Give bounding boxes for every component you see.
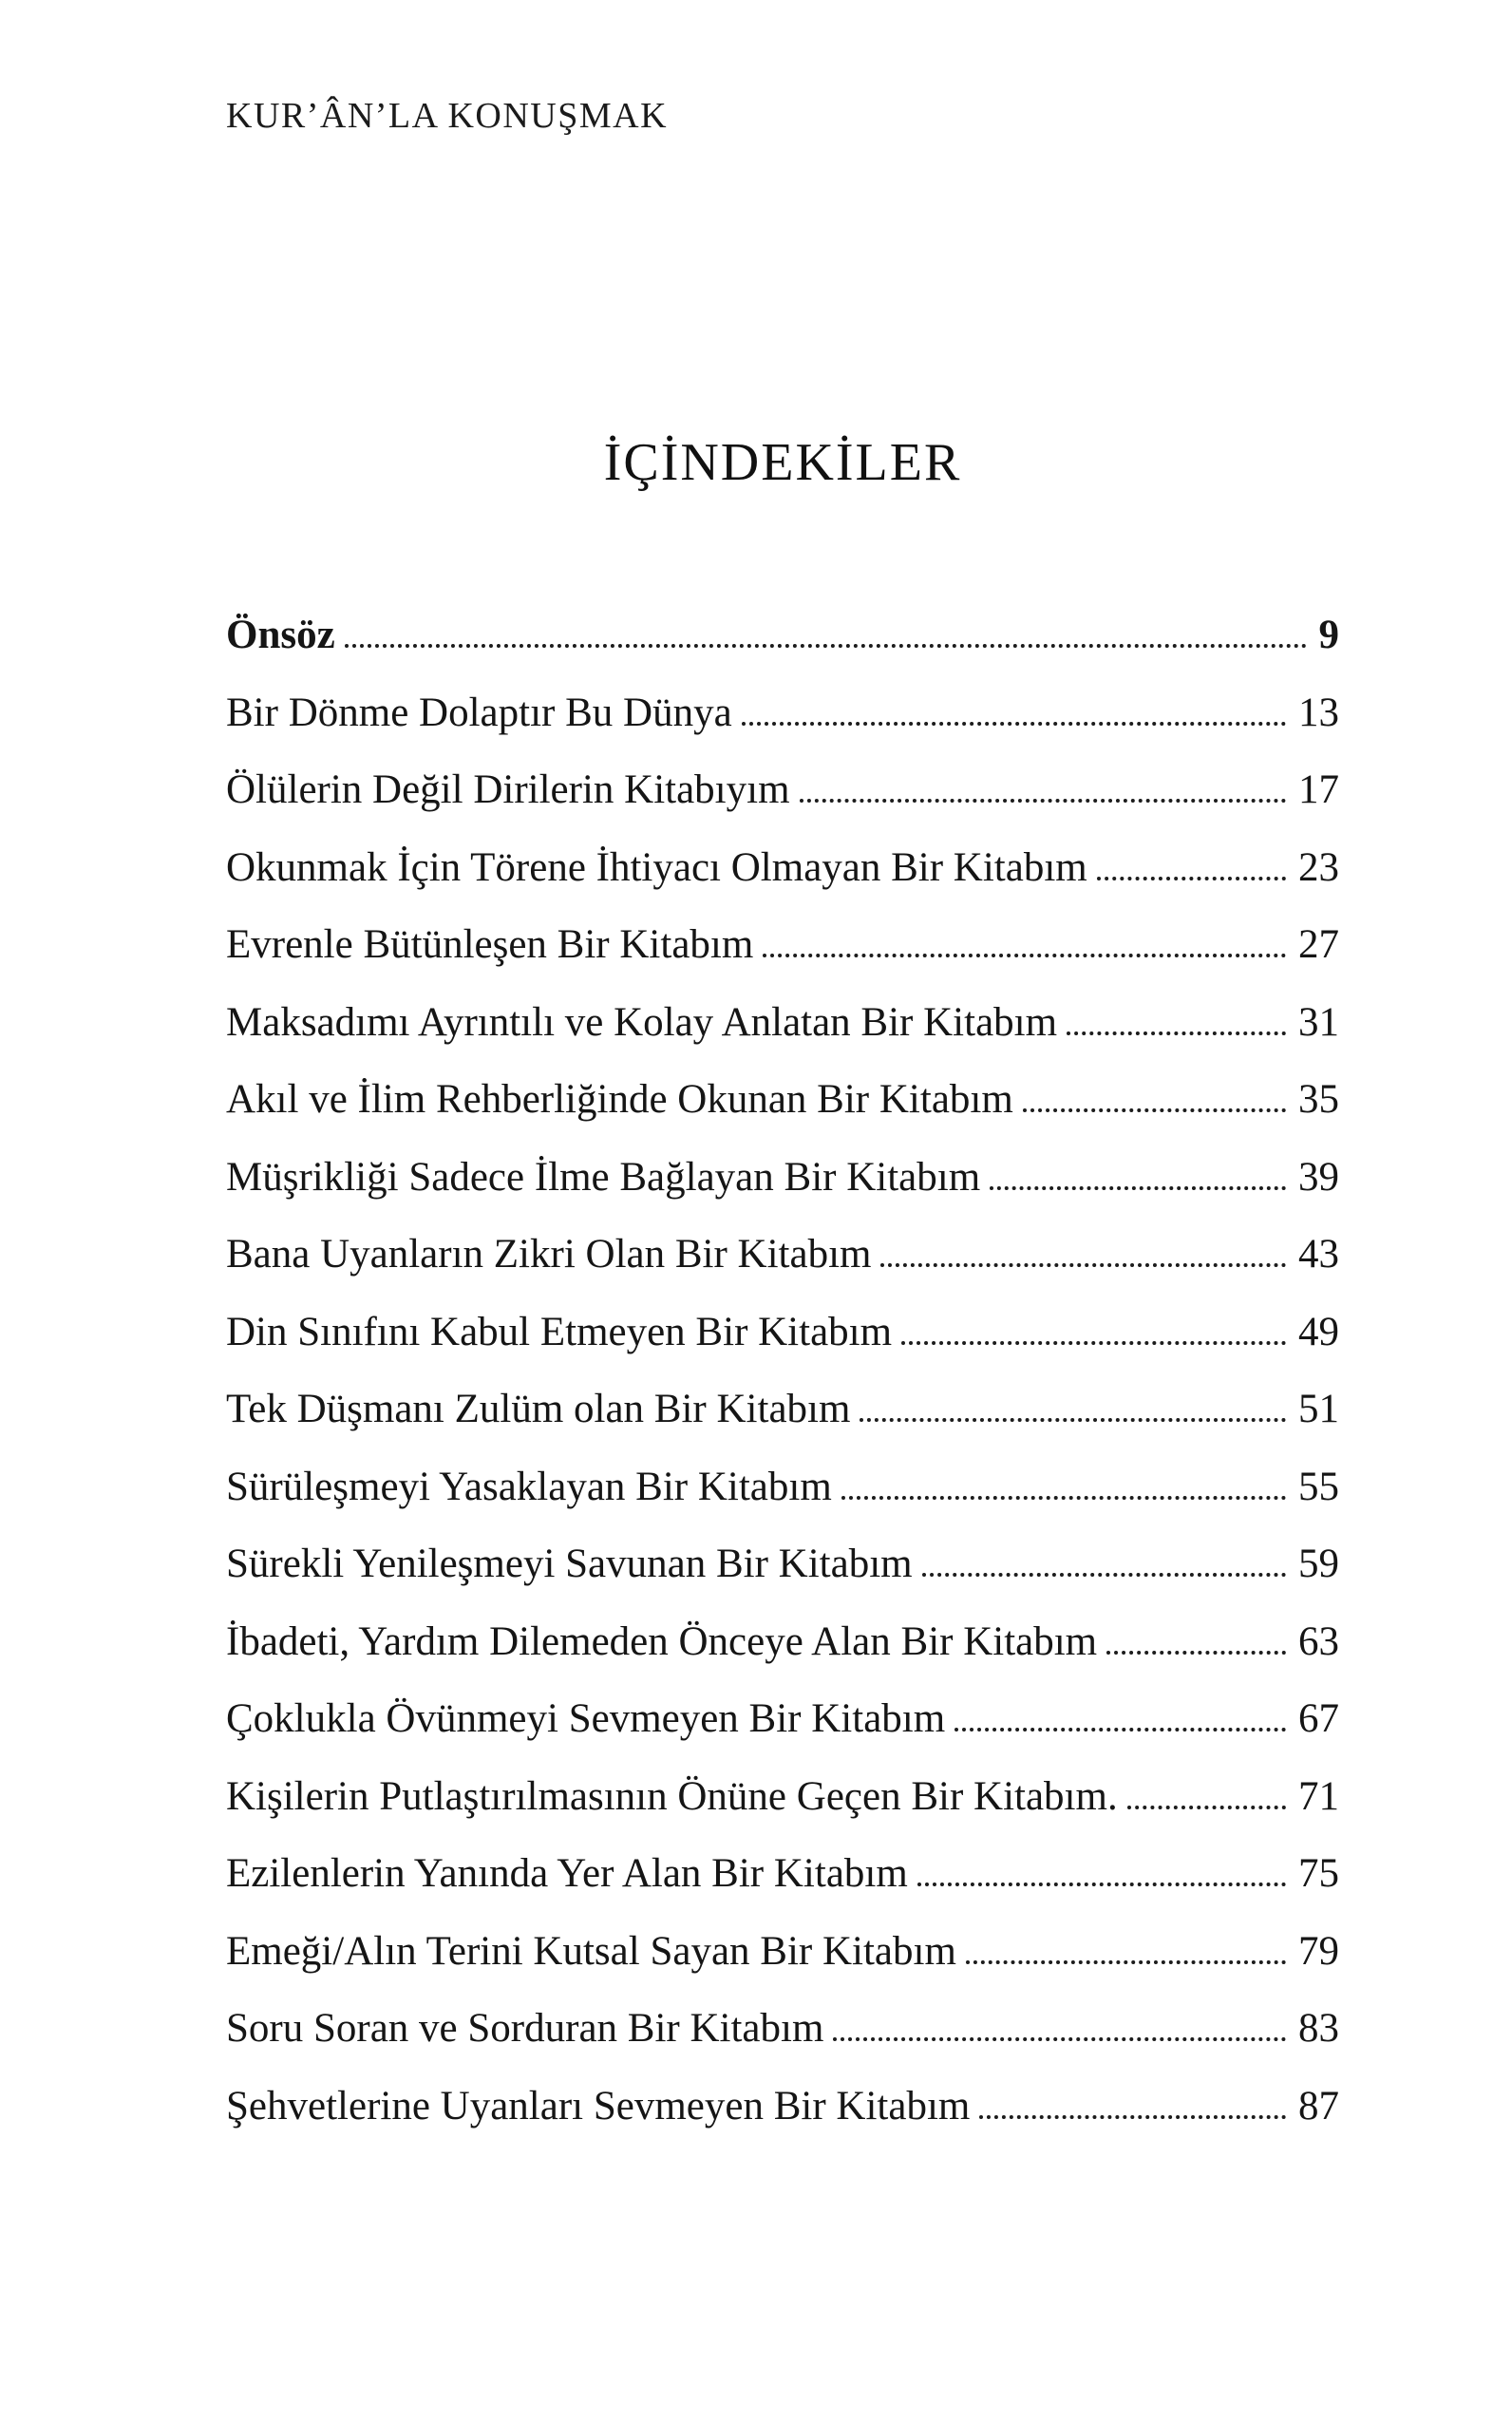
toc-entry-page-number: 35 — [1298, 1077, 1339, 1122]
dotted-leader — [990, 1186, 1286, 1190]
toc-entry-page-number: 13 — [1298, 690, 1339, 735]
toc-entry — [226, 1835, 1339, 1913]
toc-entry-title: Din Sınıfını Kabul Etmeyen Bir Kitabım — [226, 1309, 893, 1354]
toc-entry — [226, 2068, 1339, 2146]
dotted-leader — [966, 1960, 1286, 1964]
toc-entry-title: Akıl ve İlim Rehberliğinde Okunan Bir Kitabım — [226, 1077, 1013, 1122]
toc-entry-title: Bir Dönme Dolaptır Bu Dünya — [226, 690, 732, 735]
toc-entry — [226, 829, 1339, 907]
toc-entry — [226, 674, 1339, 752]
toc-entry-page-number: 63 — [1298, 1618, 1339, 1664]
toc-entry-title: Müşrikliği Sadece İlme Bağlayan Bir Kitabım — [226, 1154, 981, 1200]
dotted-leader — [917, 1883, 1286, 1886]
dotted-leader — [833, 2037, 1286, 2041]
toc-entry-title: Soru Soran ve Sorduran Bir Kitabım — [226, 2006, 824, 2051]
table-of-contents — [226, 596, 1339, 2145]
toc-entry-title: Ölülerin Değil Dirilerin Kitabıyım — [226, 767, 790, 812]
toc-entry-page-number: 23 — [1298, 844, 1339, 890]
toc-entry-page-number: 59 — [1298, 1542, 1339, 1586]
dotted-leader — [742, 722, 1286, 726]
toc-entry-title: Evrenle Bütünleşen Bir Kitabım — [226, 922, 754, 967]
toc-entry-title: Bana Uyanların Zikri Olan Bir Kitabım — [226, 1232, 872, 1277]
toc-entry — [226, 751, 1339, 829]
toc-entry-page-number: 31 — [1298, 999, 1339, 1045]
toc-entry-title: Sürüleşmeyi Yasaklayan Bir Kitabım — [226, 1464, 832, 1509]
toc-entry-page-number: 51 — [1298, 1387, 1339, 1431]
toc-entry-page-number: 9 — [1318, 613, 1339, 657]
toc-entry-page-number: 79 — [1298, 1928, 1339, 1974]
toc-entry — [226, 596, 1339, 674]
running-header-book-title: KUR’ÂN’LA KONUŞMAK — [226, 96, 669, 136]
dotted-leader — [954, 1728, 1286, 1731]
toc-entry — [226, 1913, 1339, 1991]
dotted-leader — [901, 1341, 1286, 1345]
toc-entry-page-number: 87 — [1298, 2083, 1339, 2129]
dotted-leader — [979, 2115, 1286, 2119]
toc-entry — [226, 984, 1339, 1062]
toc-entry — [226, 1758, 1339, 1836]
toc-entry-page-number: 49 — [1298, 1309, 1339, 1354]
toc-entry-page-number: 39 — [1298, 1154, 1339, 1200]
toc-entry — [226, 1525, 1339, 1603]
dotted-leader — [922, 1573, 1286, 1577]
dotted-leader — [1067, 1031, 1286, 1035]
toc-entry-title: İbadeti, Yardım Dilemeden Önceye Alan Bir Kitabım — [226, 1618, 1098, 1664]
toc-entry-page-number: 55 — [1298, 1464, 1339, 1509]
dotted-leader — [1127, 1806, 1286, 1809]
toc-entry — [226, 906, 1339, 984]
toc-entry-title: Sürekli Yenileşmeyi Savunan Bir Kitabım — [226, 1542, 913, 1586]
toc-entry-title: Çoklukla Övünmeyi Sevmeyen Bir Kitabım — [226, 1696, 946, 1741]
toc-entry-page-number: 43 — [1298, 1232, 1339, 1277]
toc-entry-page-number: 71 — [1298, 1773, 1339, 1819]
toc-entry — [226, 1990, 1339, 2068]
toc-entry — [226, 1061, 1339, 1139]
toc-entry-title: Kişilerin Putlaştırılmasının Önüne Geçen Bir Kitabım. — [226, 1773, 1118, 1819]
dotted-leader — [763, 954, 1286, 957]
toc-entry-title: Ezilenlerin Yanında Yer Alan Bir Kitabım — [226, 1851, 908, 1896]
toc-entry-page-number: 83 — [1298, 2006, 1339, 2051]
toc-entry — [226, 1603, 1339, 1681]
toc-entry — [226, 1139, 1339, 1217]
dotted-leader — [860, 1418, 1286, 1422]
toc-entry-title: Şehvetlerine Uyanları Sevmeyen Bir Kitabım — [226, 2083, 971, 2129]
toc-entry-title: Okunmak İçin Törene İhtiyacı Olmayan Bir Kitabım — [226, 844, 1087, 890]
toc-entry-title: Önsöz — [226, 613, 335, 657]
toc-entry — [226, 1448, 1339, 1526]
dotted-leader — [1106, 1651, 1286, 1655]
dotted-leader — [841, 1496, 1286, 1500]
dotted-leader — [1097, 877, 1286, 880]
toc-entry-page-number: 75 — [1298, 1851, 1339, 1896]
toc-entry-page-number: 27 — [1298, 922, 1339, 967]
toc-entry-page-number: 17 — [1298, 767, 1339, 812]
toc-entry — [226, 1294, 1339, 1372]
toc-entry-page-number: 67 — [1298, 1696, 1339, 1741]
dotted-leader — [1023, 1108, 1286, 1112]
toc-entry-title: Maksadımı Ayrıntılı ve Kolay Anlatan Bir Kitabım — [226, 999, 1058, 1045]
dotted-leader — [345, 644, 1307, 648]
dotted-leader — [800, 799, 1286, 803]
toc-entry-title: Emeği/Alın Terini Kutsal Sayan Bir Kitabım — [226, 1928, 956, 1974]
toc-entry — [226, 1680, 1339, 1758]
dotted-leader — [880, 1263, 1286, 1267]
toc-entry — [226, 1216, 1339, 1294]
toc-title: İÇİNDEKİLER — [603, 433, 962, 492]
toc-entry — [226, 1371, 1339, 1448]
toc-entry-title: Tek Düşmanı Zulüm olan Bir Kitabım — [226, 1387, 851, 1431]
